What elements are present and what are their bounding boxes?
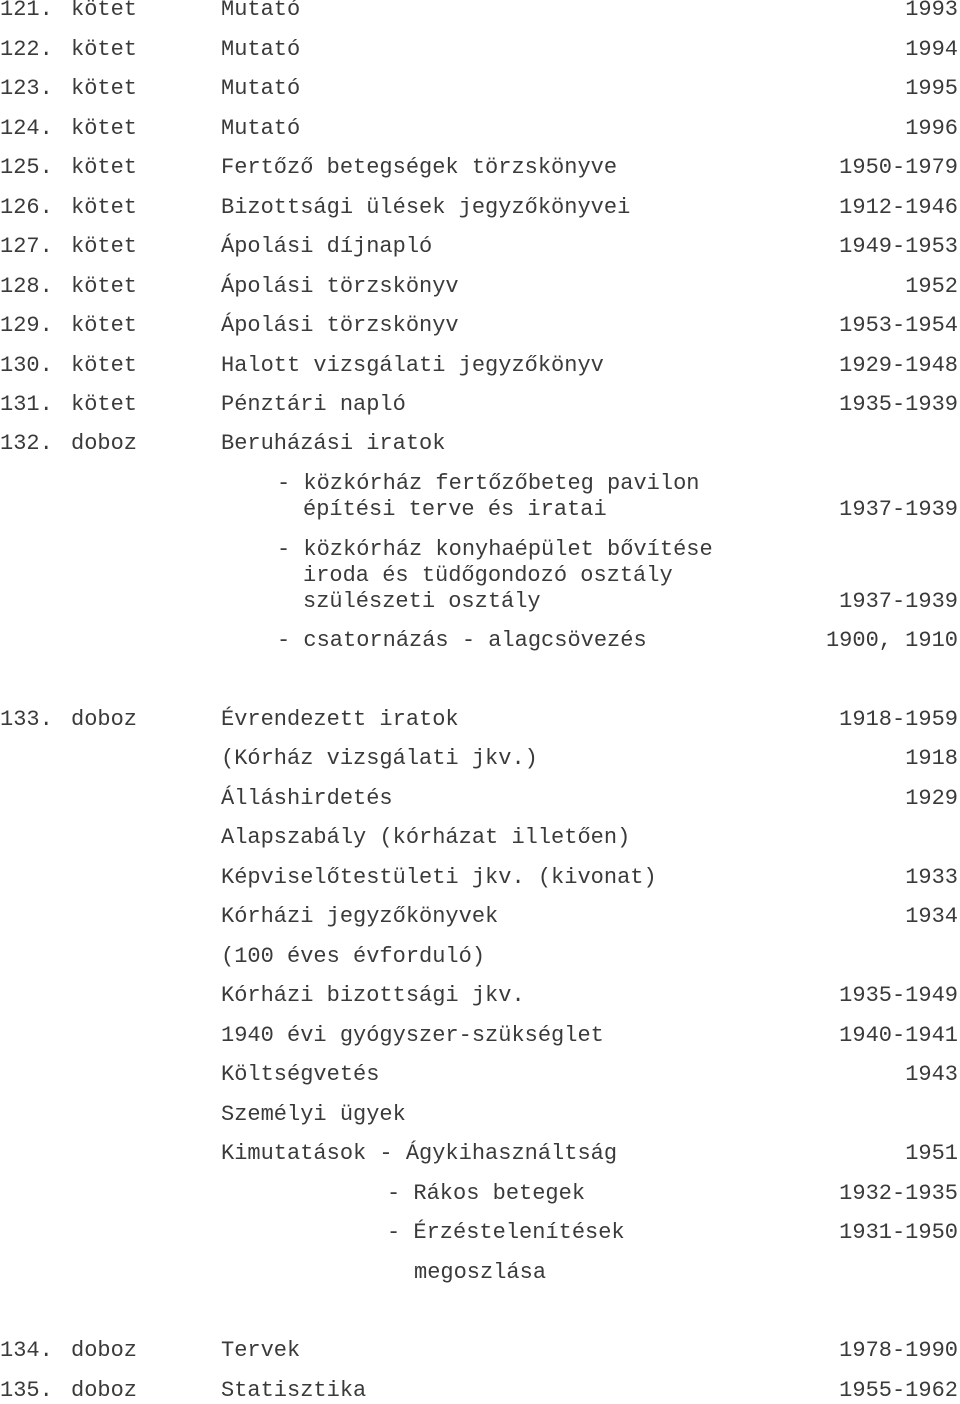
sub-item: - Érzéstelenítések [387,1220,625,1245]
sub-item-year: 1934 [905,904,958,929]
entry-number: 131. [0,392,53,417]
entry-title: Mutató [221,115,301,141]
entry-title: Évrendezett iratok [221,707,459,732]
sub-item: - közkórház konyhaépület bővítése [277,537,713,562]
entry-number: 121. [0,0,53,22]
sub-item-year: 1935-1949 [839,983,958,1008]
entry-type: kötet [71,36,138,62]
sub-item-year: 1932-1935 [839,1180,958,1206]
entry-number: 127. [0,234,53,259]
sub-item: Kórházi bizottsági jkv. [221,983,525,1008]
entry-type: doboz [71,1338,138,1363]
sub-item-year: 1937-1939 [839,497,958,522]
sub-item: (100 éves évforduló) [221,943,486,969]
sub-item-year: 1933 [905,864,958,890]
entry-year: 1995 [905,76,958,101]
sub-item: Álláshirdetés [221,785,393,811]
entry-number: 124. [0,115,53,141]
entry-number: 130. [0,352,53,378]
entry-title: Bizottsági ülések jegyzőkönyvei [221,194,631,220]
entry-year: 1918-1959 [839,707,958,732]
entry-type: kötet [71,234,138,259]
sub-item: szülészeti osztály [303,589,541,614]
entry-title: Fertőző betegségek törzskönyve [221,155,618,180]
entry-year: 1929-1948 [839,352,958,378]
sub-item: Képviselőtestületi jkv. (kivonat) [221,864,657,890]
sub-item: építési terve és iratai [303,497,607,522]
sub-item: megoszlása [414,1259,547,1285]
entry-number: 125. [0,155,53,180]
entry-number: 133. [0,707,53,732]
entry-title: Mutató [221,76,301,101]
entry-title: Ápolási díjnapló [221,234,433,259]
entry-year: 1949-1953 [839,234,958,259]
entry-title: Mutató [221,36,301,62]
sub-item: Személyi ügyek [221,1101,406,1127]
sub-item-year: 1931-1950 [839,1220,958,1245]
sub-item-year: 1940-1941 [839,1022,958,1048]
sub-item-year: 1951 [905,1141,958,1166]
entry-number: 132. [0,431,53,456]
entry-title: Mutató [221,0,301,22]
entry-number: 129. [0,313,53,338]
entry-title: Beruházási iratok [221,431,446,456]
entry-type: kötet [71,76,138,101]
sub-item-year: 1943 [905,1062,958,1087]
sub-item-year: 1900, 1910 [825,628,958,653]
entry-title: Ápolási törzskönyv [221,273,459,299]
entry-number: 123. [0,76,53,101]
entry-year: 1950-1979 [839,155,958,180]
sub-item: Kimutatások - Ágykihasználtság [221,1141,618,1166]
sub-item: Költségvetés [221,1062,380,1087]
entry-year: 1952 [905,273,958,299]
sub-item-year: 1937-1939 [839,589,958,614]
entry-year: 1978-1990 [839,1338,958,1363]
entry-type: kötet [71,115,138,141]
sub-item: (Kórház vizsgálati jkv.) [221,746,538,771]
entry-year: 1993 [905,0,958,22]
sub-item: - Rákos betegek [387,1180,586,1206]
entry-type: kötet [71,392,138,417]
entry-title: Tervek [221,1338,301,1363]
entry-type: kötet [71,313,138,338]
entry-number: 126. [0,194,53,220]
entry-year: 1996 [905,115,958,141]
sub-item: Alapszabály (kórházat illetően) [221,825,631,850]
sub-item: iroda és tüdőgondozó osztály [303,563,673,588]
entry-year: 1935-1939 [839,392,958,417]
entry-number: 128. [0,273,53,299]
sub-item-year: 1929 [905,785,958,811]
sub-item: - csatornázás - alagcsövezés [277,628,647,653]
entry-type: kötet [71,0,138,22]
entry-type: doboz [71,707,138,732]
entry-type: doboz [71,1377,138,1403]
entry-type: kötet [71,155,138,180]
sub-item: - közkórház fertőzőbeteg pavilon [277,471,700,496]
entry-number: 122. [0,36,53,62]
entry-year: 1994 [905,36,958,62]
entry-type: kötet [71,352,138,378]
entry-title: Pénztári napló [221,392,406,417]
entry-type: kötet [71,194,138,220]
entry-title: Ápolási törzskönyv [221,313,459,338]
entry-year: 1953-1954 [839,313,958,338]
sub-item: Kórházi jegyzőkönyvek [221,904,499,929]
entry-number: 134. [0,1338,53,1363]
entry-year: 1955-1962 [839,1377,958,1403]
entry-number: 135. [0,1377,53,1403]
entry-year: 1912-1946 [839,194,958,220]
entry-title: Statisztika [221,1377,367,1403]
entry-title: Halott vizsgálati jegyzőkönyv [221,352,604,378]
entry-type: kötet [71,273,138,299]
sub-item-year: 1918 [905,746,958,771]
entry-type: doboz [71,431,138,456]
sub-item: 1940 évi gyógyszer-szükséglet [221,1022,604,1048]
